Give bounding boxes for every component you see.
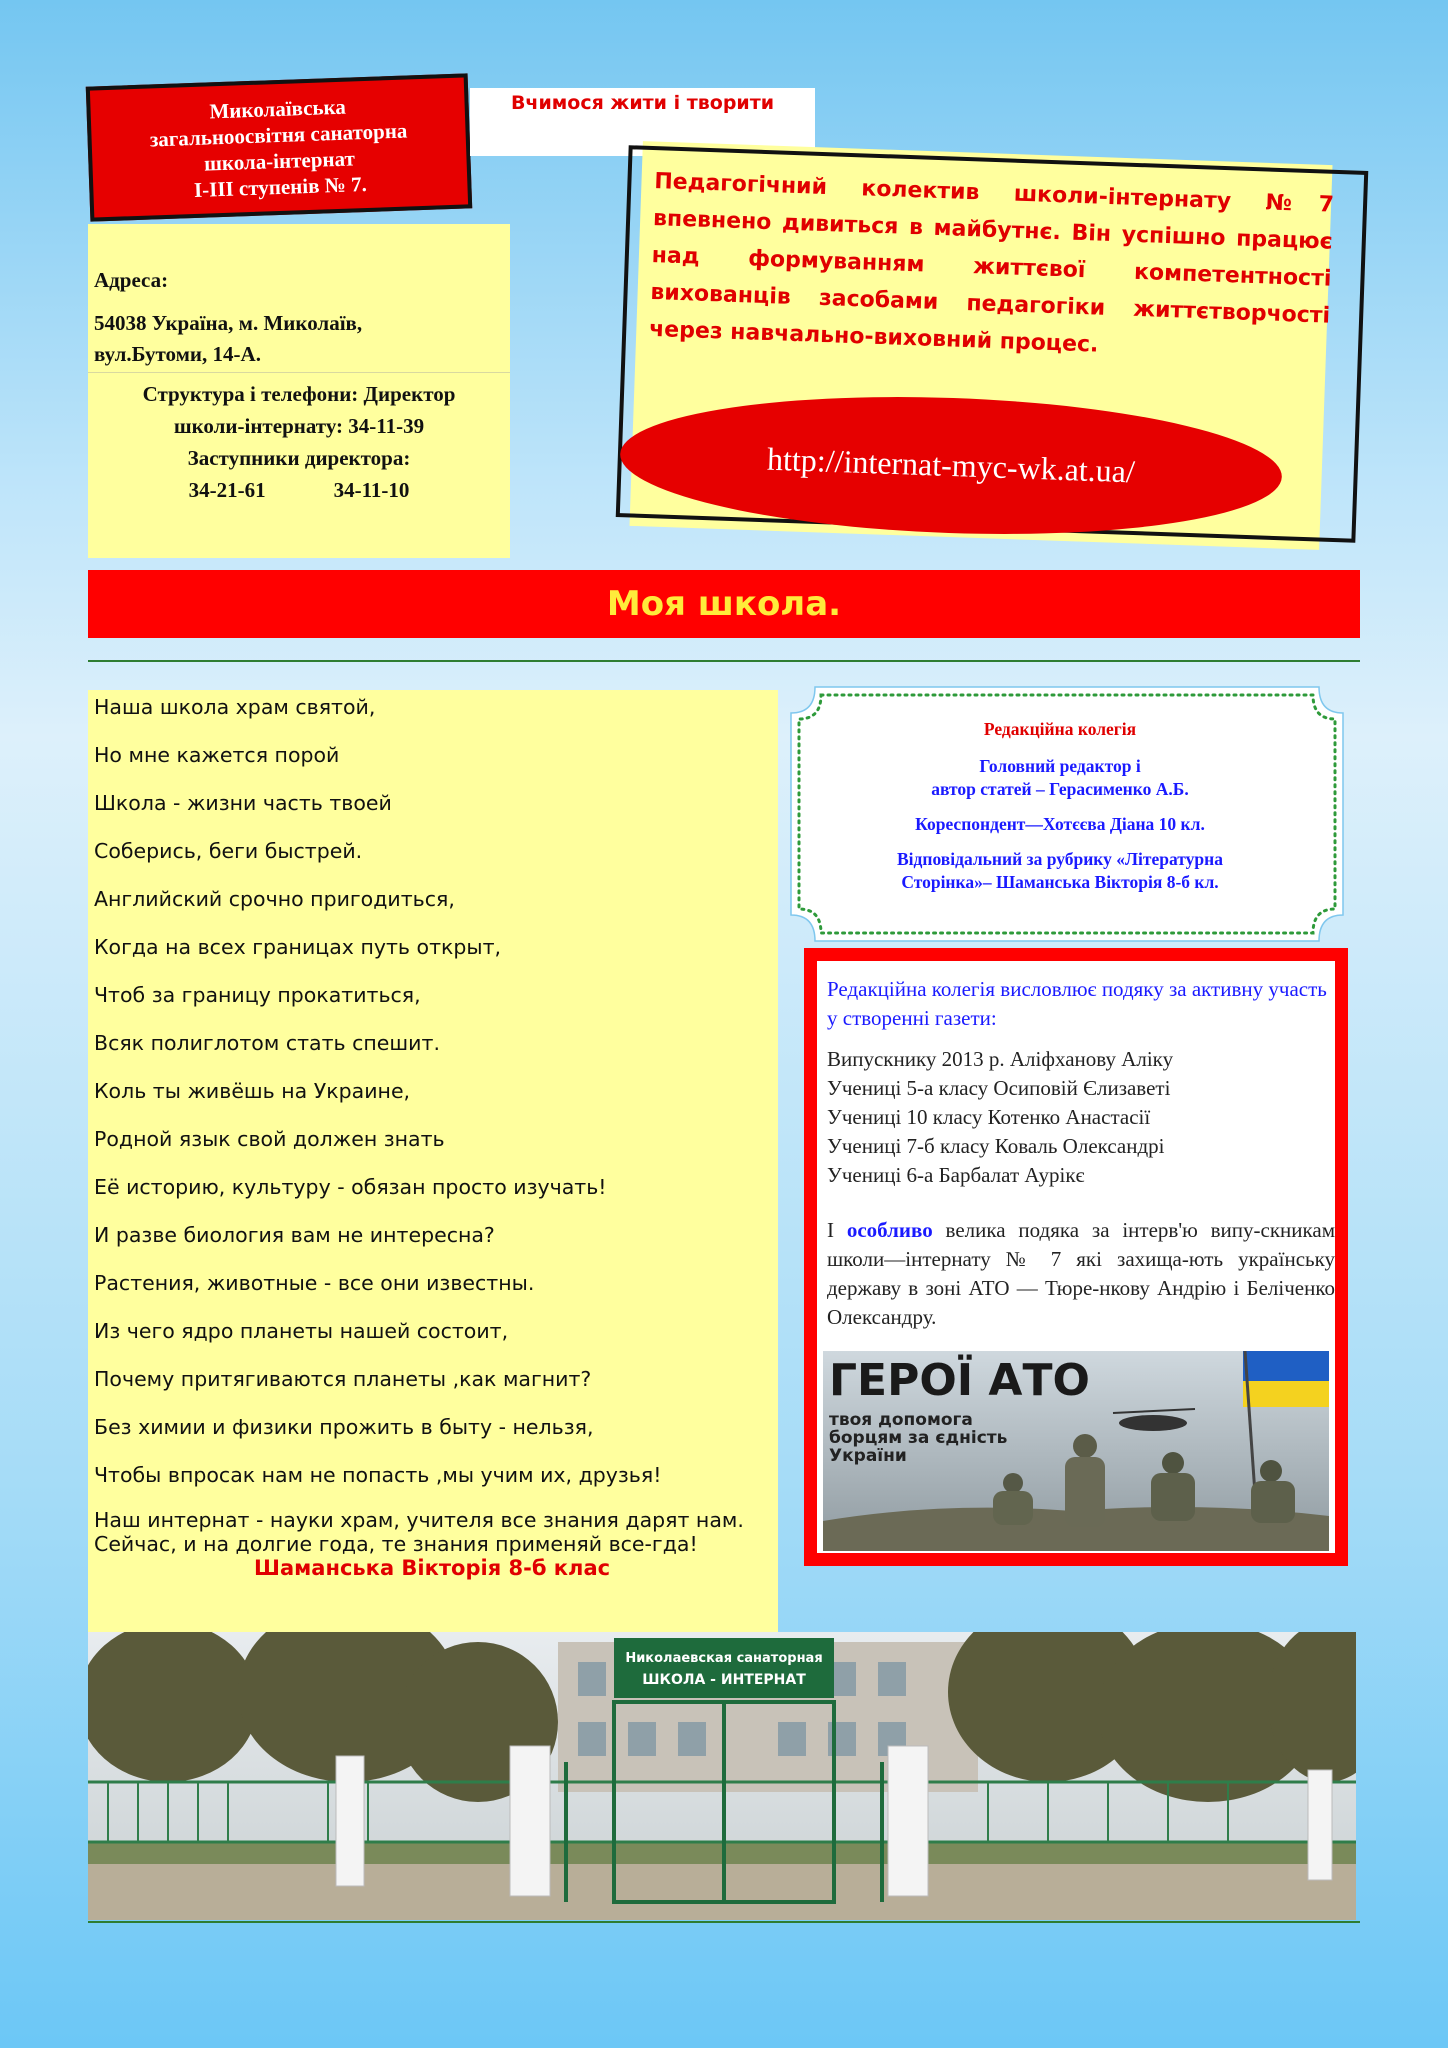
poem-last-stanza-text: Наш интернат - науки храм, учителя все знания дарят нам. Сейчас, и на долгие года, те знания применяй все-гда!: [94, 1508, 744, 1556]
mission-text: Педагогічний колектив школи-інтернату №7 впевнено дивиться в майбутнє. Він успішно працює над формуванням життєвої компетентності вихованців засобами педагогіки життєтворчості через навчально-виховний процес.: [648, 168, 1335, 358]
poem-line: Из чего ядро планеты нашей состоит,: [94, 1319, 509, 1343]
phone-number: 34-21-61: [188, 478, 266, 502]
ato-caption: твоя допомога: [829, 1410, 973, 1430]
poem-line: Почему притягиваются планеты ,как магнит?: [94, 1367, 592, 1391]
thanks-intro: Редакційна колегія висловлює подяку за активну участь у створенні газети:: [827, 977, 1327, 1030]
poem-last-stanza: [94, 1508, 772, 1580]
thanks-names: [827, 1045, 1335, 1190]
poem-line: Но мне кажется порой: [94, 743, 340, 767]
address-box: [88, 224, 510, 558]
school-sign-line: Николаевская санаторная: [625, 1651, 823, 1666]
poem-line: Соберись, беги быстрей.: [94, 839, 363, 863]
editorial-line: Головний редактор і: [979, 756, 1141, 776]
thanks-ending-rest: велика подяка за інтерв'ю випу-скникам школи—інтернату № 7 які захища-ють українську державу в зоні АТО — Тюре-нкову Андрію і Беліченко Олександру.: [827, 1218, 1335, 1329]
ato-caption: України: [829, 1446, 907, 1466]
contacts-line: Заступники директора:: [187, 446, 411, 470]
thanks-name: Учениці 7-б класу Коваль Олександрі: [827, 1134, 1165, 1158]
contacts-block: [88, 378, 510, 506]
poem-box: [88, 690, 778, 1632]
poem-line: Растения, животные - все они известны.: [94, 1271, 535, 1295]
editorial-line: автор статей – Герасименко А.Б.: [931, 779, 1189, 799]
thanks-box: [804, 948, 1348, 1566]
school-photo-svg: [88, 1632, 1356, 1920]
phone-number: 34-11-10: [333, 478, 410, 502]
thanks-ending-bold: особливо: [846, 1218, 933, 1242]
poem-line: Без химии и физики прожить в быту - нельзя,: [94, 1415, 594, 1439]
editorial-chief-editor: [800, 755, 1320, 801]
poem-line: Когда на всех границах путь открыт,: [94, 935, 502, 959]
thanks-ending: [827, 1216, 1335, 1332]
website-link[interactable]: http://internat-myc-wk.at.ua/: [766, 440, 1136, 490]
ato-heroes-image: [823, 1351, 1329, 1551]
thanks-name: Учениці 6-а Барбалат Аурікє: [827, 1163, 1085, 1187]
poem-author: Шаманська Вікторія 8-б клас: [254, 1556, 611, 1580]
poem-line: Её историю, культуру - обязан просто изучать!: [94, 1175, 607, 1199]
thanks-name: Випускнику 2013 р. Аліфханову Аліку: [827, 1047, 1174, 1071]
slogan: Вчимося жити і творити: [470, 88, 815, 156]
address-divider: [88, 372, 510, 373]
contacts-line: школи-інтернату: 34-11-39: [173, 414, 425, 438]
poem-line: Коль ты живёшь на Украине,: [94, 1079, 411, 1103]
poem-lines: [94, 690, 772, 1506]
editorial-line: Сторінка»– Шаманська Вікторія 8-б кл.: [901, 872, 1219, 892]
editorial-line: Відповідальний за рубрику «Літературна: [897, 849, 1223, 869]
thanks-name: Учениці 5-а класу Осиповій Єлизаветі: [827, 1076, 1171, 1100]
bottom-divider-line: [88, 1921, 1360, 1923]
poem-line: Наша школа храм святой,: [94, 695, 376, 719]
address-label: Адреса:: [94, 268, 169, 292]
thanks-name: Учениці 10 класу Котенко Анастасії: [827, 1105, 1151, 1129]
school-sign-line: ШКОЛА - ИНТЕРНАТ: [642, 1672, 806, 1688]
poem-line: Школа - жизни часть твоей: [94, 791, 392, 815]
thanks-content: [827, 975, 1335, 1332]
address-text: 54038 Україна, м. Миколаїв, вул.Бутоми, 14-А.: [94, 311, 363, 366]
school-photo: [88, 1632, 1356, 1920]
ato-title: ГЕРОЇ АТО: [829, 1355, 1090, 1406]
poem-line: И разве биология вам не интересна?: [94, 1223, 495, 1247]
section-heading-bar: [88, 570, 1360, 638]
section-heading: Моя школа.: [606, 584, 842, 624]
contacts-line: Структура і телефони: Директор: [142, 382, 456, 406]
editorial-title: Редакційна колегія: [983, 719, 1137, 739]
editorial-rubric: [800, 848, 1320, 894]
ato-caption: борцям за єдність: [829, 1428, 1008, 1448]
poem-line: Всяк полиглотом стать спешит.: [94, 1031, 440, 1055]
school-name-box: Миколаївська загальноосвітня санаторна школа-інтернат І-ІІІ ступенів № 7.: [86, 73, 472, 221]
poem-line: Английский срочно пригодиться,: [94, 887, 455, 911]
divider-line: [88, 660, 1360, 662]
poem-line: Чтоб за границу прокатиться,: [94, 983, 421, 1007]
poem-line: Чтобы впросак нам не попасть ,мы учим их, друзья!: [94, 1463, 662, 1487]
thanks-ending-start: І: [827, 1218, 847, 1242]
editorial-correspondent: Кореспондент—Хотєєва Діана 10 кл.: [915, 814, 1205, 834]
poem-line: Родной язык свой должен знать: [94, 1127, 445, 1151]
ato-image-svg: [823, 1351, 1329, 1551]
phones-row: [88, 474, 510, 506]
editorial-board: [800, 718, 1320, 906]
